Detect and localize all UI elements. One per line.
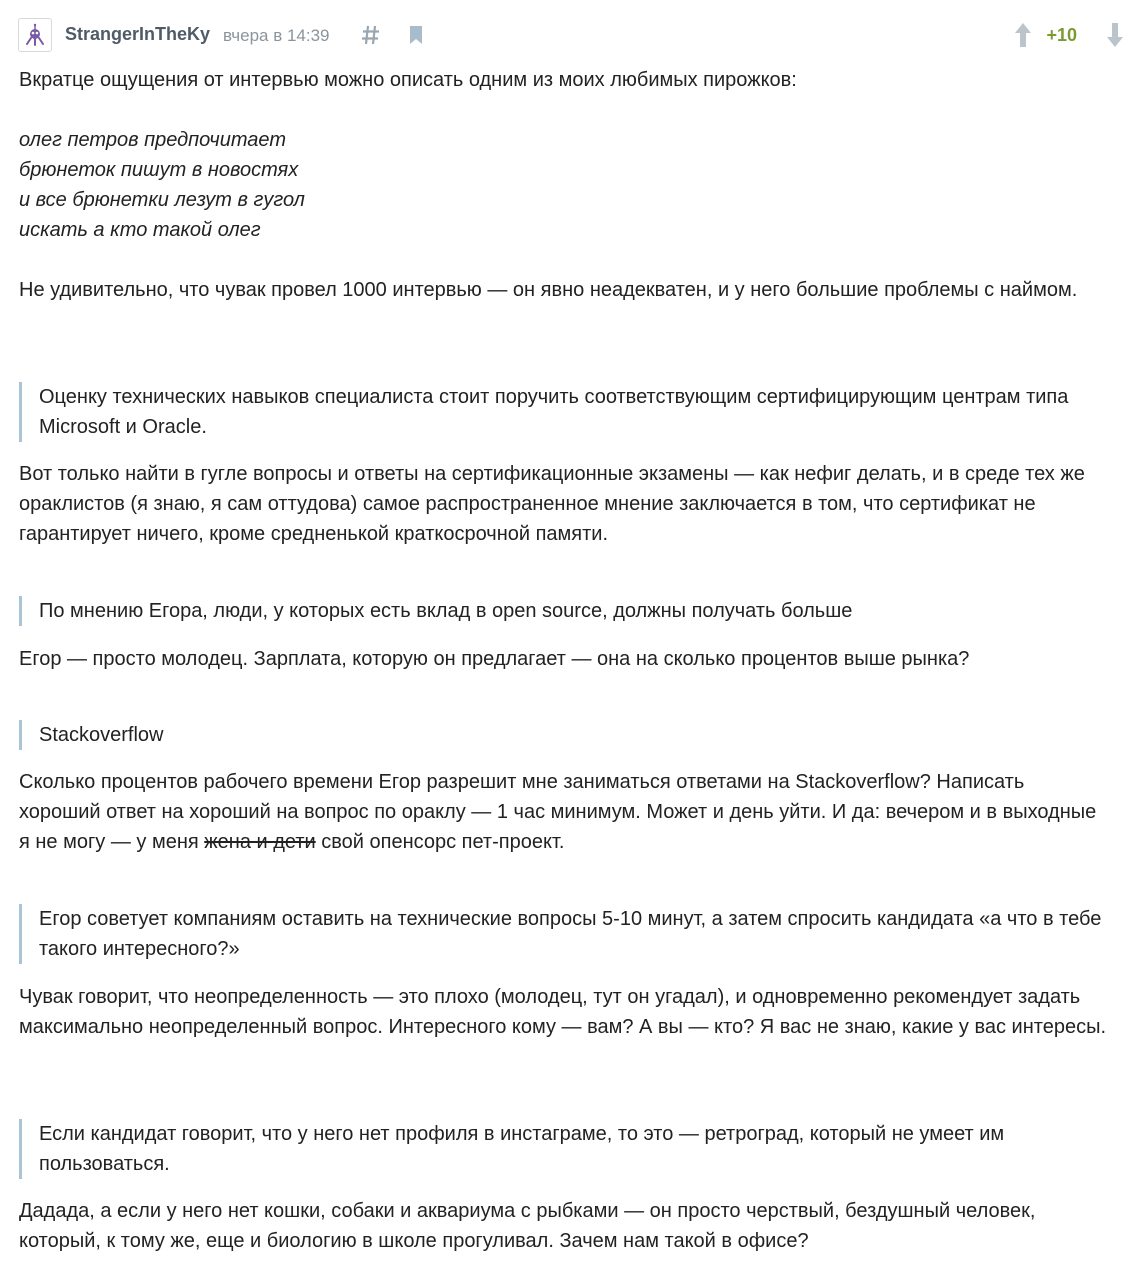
bookmark-icon[interactable] [409,25,423,45]
arrow-up-icon[interactable] [1014,22,1032,48]
blockquote-1 [19,382,1109,442]
arrow-down-icon[interactable] [1106,22,1124,48]
comment-paragraph-5 [19,767,1109,857]
poem [19,125,1109,245]
comment-score: +10 [1046,25,1077,45]
paragraph-text: Дадада, а если у него нет кошки, собаки и аквариума с рыбками — он просто черствый, бездушный человек, который, к тому же, еще и биологию в школе прогуливал. Зачем нам такой в офисе? [19,1200,1036,1252]
blockquote-2 [19,596,1109,626]
blockquote-3 [19,720,1109,750]
quote-text: Stackoverflow [39,724,164,746]
paragraph-text: Вкратце ощущения от интервью можно описать одним из моих любимых пирожков: [19,69,797,91]
robot-avatar-icon [23,23,47,47]
quote-text: Егор советует компаниям оставить на технические вопросы 5-10 минут, а затем спросить кандидата «а что в тебе такого интересного?» [39,908,1102,960]
comment-paragraph-3 [19,459,1109,549]
quote-text: Оценку технических навыков специалиста стоит поручить соответствующим сертифицирующим центрам типа Microsoft и Oracle. [39,386,1069,438]
paragraph-text: Вот только найти в гугле вопросы и ответы на сертификационные экзамены — как нефиг делать, и в среде тех же ораклистов (я знаю, я сам оттудова) самое распространенное мнение заключается в том, что сертификат не гарантирует ничего, кроме средненькой краткосрочной памяти. [19,463,1085,545]
quote-text: По мнению Егора, люди, у которых есть вклад в open source, должны получать больше [39,600,853,622]
paragraph-text: Егор — просто молодец. Зарплата, которую он предлагает — она на сколько процентов выше рынка? [19,648,970,670]
comment-paragraph-4 [19,644,1109,674]
hash-icon[interactable] [361,24,381,46]
paragraph-text: Не удивительно, что чувак провел 1000 интервью — он явно неадекватен, и у него большие проблемы с наймом. [19,279,1078,301]
comment-header [18,18,1124,54]
poem-line: искать а кто такой олег [19,219,261,241]
blockquote-5 [19,1119,1109,1179]
comment-paragraph-2 [19,275,1109,305]
comment-paragraph-7 [19,1196,1109,1256]
poem-line: и все брюнетки лезут в гугол [19,189,305,211]
comment-time: вчера в 14:39 [223,26,330,45]
paragraph-text: Чувак говорит, что неопределенность — это плохо (молодец, тут он угадал), и одновременно рекомендует задать максимально неопределенный вопрос. Интересного кому — вам? А вы — кто? Я вас не знаю, какие у вас интересы. [19,986,1107,1038]
paragraph-text-part: свой опенсорс пет-проект. [315,831,565,853]
avatar[interactable] [18,18,52,52]
paragraph-text [19,767,1109,857]
quote-text: Если кандидат говорит, что у него нет профиля в инстаграме, то это — ретроград, который не умеет им пользоваться. [39,1123,1005,1175]
comment-paragraph-1 [19,65,1109,95]
username-link[interactable]: StrangerInTheKy [65,24,211,44]
poem-line: олег петров предпочитает [19,129,286,151]
paragraph-text-part: Сколько процентов рабочего времени Егор разрешит мне заниматься ответами на Stackoverflow? Написать хороший ответ на хороший на вопрос по ораклу — 1 час минимум. Может и день уйти. И да: вечером и в выходные я не могу — у меня [19,771,1097,853]
poem-line: брюнеток пишут в новостях [19,159,299,181]
strikethrough-text: жена и дети [204,831,316,853]
blockquote-4 [19,904,1109,964]
comment-paragraph-6 [19,982,1109,1042]
